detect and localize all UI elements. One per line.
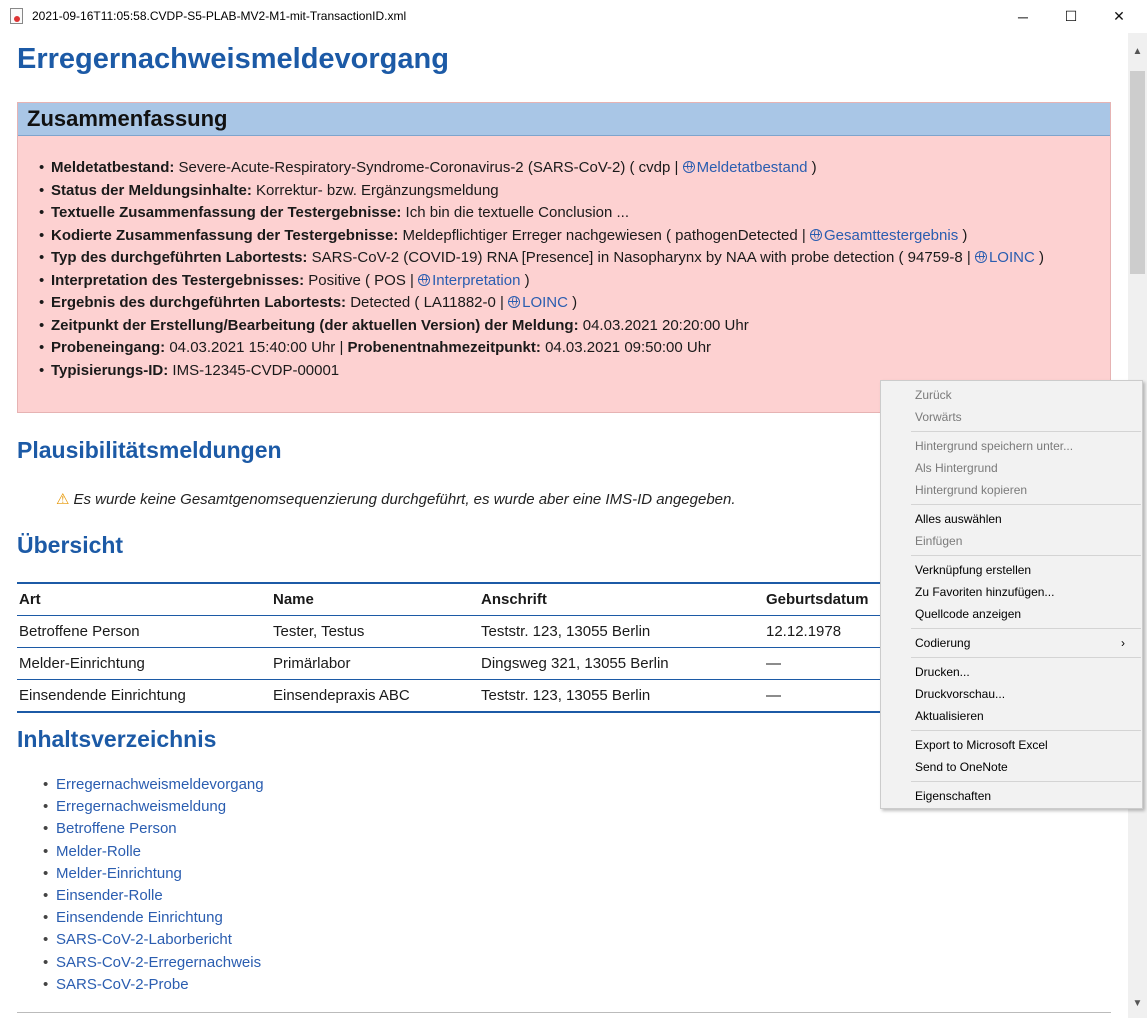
- summary-item-coded-summary: • Kodierte Zusammenfassung der Testergebnisse: Meldepflichtiger Erreger nachgewiesen ( pathogenDetected | Gesamttestergebnis ): [51, 225, 1044, 248]
- scroll-up-icon[interactable]: ▲: [1132, 46, 1143, 57]
- title-bar: [0, 0, 1147, 33]
- table-cell: Einsendende Einrichtung: [17, 680, 271, 713]
- menu-separator: [911, 781, 1141, 782]
- toc-link[interactable]: • Melder-Rolle: [56, 841, 264, 863]
- table-cell: Melder-Einrichtung: [17, 648, 271, 680]
- link-interpretation[interactable]: Interpretation: [432, 271, 521, 289]
- menu-separator: [911, 431, 1141, 432]
- menu-item-paste[interactable]: Einfügen: [915, 534, 963, 548]
- summary-item-sample-dates: • Probeneingang: 04.03.2021 15:40:00 Uhr | Probenentnahmezeitpunkt: 04.03.2021 09:50:00 Uhr: [51, 337, 1044, 360]
- toc-link[interactable]: • Betroffene Person: [56, 818, 264, 840]
- globe-icon: [508, 296, 520, 308]
- globe-icon: [810, 229, 822, 241]
- menu-item-print-preview[interactable]: Druckvorschau...: [915, 687, 1006, 701]
- window-title: 2021-09-16T11:05:58.CVDP-S5-PLAB-MV2-M1-mit-TransactionID.xml: [32, 9, 407, 23]
- scroll-down-icon[interactable]: ▼: [1132, 998, 1143, 1009]
- menu-item-encoding[interactable]: Codierung ›: [915, 632, 1135, 654]
- summary-item-meldetatbestand: • Meldetatbestand: Severe-Acute-Respiratory-Syndrome-Coronavirus-2 (SARS-CoV-2) ( cvdp | Meldetatbestand ): [51, 157, 1044, 180]
- close-button[interactable]: ✕: [1113, 8, 1125, 24]
- summary-item-status: • Status der Meldungsinhalte: Korrektur- bzw. Ergänzungsmeldung: [51, 180, 1044, 203]
- maximize-button[interactable]: ☐: [1064, 8, 1078, 24]
- toc-heading: Inhaltsverzeichnis: [17, 726, 217, 752]
- menu-item-view-source[interactable]: Quellcode anzeigen: [915, 607, 1022, 621]
- minimize-button[interactable]: ─: [1018, 8, 1028, 25]
- globe-icon: [683, 161, 695, 173]
- menu-item-create-shortcut[interactable]: Verknüpfung erstellen: [915, 563, 1032, 577]
- menu-item-add-favorite[interactable]: Zu Favoriten hinzufügen...: [915, 585, 1055, 599]
- link-loinc-test[interactable]: LOINC: [988, 249, 1035, 266]
- divider: [17, 1012, 1111, 1013]
- menu-item-save-background[interactable]: Hintergrund speichern unter...: [915, 439, 1074, 453]
- menu-separator: [911, 504, 1141, 505]
- summary-item-textual-summary: • Textuelle Zusammenfassung der Testergebnisse: Ich bin die textuelle Conclusion ...: [51, 202, 1044, 225]
- toc-link[interactable]: • SARS-CoV-2-Probe: [56, 974, 264, 996]
- menu-separator: [911, 555, 1141, 556]
- menu-item-select-all[interactable]: Alles auswählen: [915, 512, 1002, 526]
- menu-separator: [911, 657, 1141, 658]
- column-header: Anschrift: [479, 583, 764, 616]
- menu-item-send-onenote[interactable]: Send to OneNote: [915, 760, 1008, 774]
- menu-item-export-excel[interactable]: Export to Microsoft Excel: [915, 738, 1048, 752]
- table-cell: Einsendepraxis ABC: [271, 680, 479, 713]
- table-cell: Tester, Testus: [271, 616, 479, 648]
- toc-link[interactable]: • Einsendende Einrichtung: [56, 907, 264, 929]
- summary-panel: [17, 102, 1111, 413]
- menu-item-properties[interactable]: Eigenschaften: [915, 789, 992, 803]
- menu-item-copy-background[interactable]: Hintergrund kopieren: [915, 483, 1028, 497]
- summary-item-typing-id: • Typisierungs-ID: IMS-12345-CVDP-00001: [51, 360, 1044, 383]
- column-header: Geburtsdatum: [764, 583, 1111, 616]
- toc-link[interactable]: • Melder-Einrichtung: [56, 863, 264, 885]
- globe-icon: [418, 274, 430, 286]
- toc-list: [56, 774, 264, 996]
- link-meldetatbestand[interactable]: Meldetatbestand: [696, 159, 808, 176]
- menu-separator: [911, 730, 1141, 731]
- overview-heading: Übersicht: [17, 532, 124, 558]
- toc-link[interactable]: • SARS-CoV-2-Laborbericht: [56, 929, 264, 951]
- column-header: Art: [17, 583, 271, 616]
- menu-item-refresh[interactable]: Aktualisieren: [915, 709, 984, 723]
- table-cell: Teststr. 123, 13055 Berlin: [479, 616, 764, 648]
- toc-link[interactable]: • Erregernachweismeldevorgang: [56, 774, 264, 796]
- chevron-right-icon: ›: [1121, 636, 1125, 650]
- plausibility-warning: ⚠ Es wurde keine Gesamtgenomsequenzierung durchgeführt, es wurde aber eine IMS-ID angegeben.: [56, 491, 736, 508]
- globe-icon: [975, 251, 987, 263]
- menu-item-back[interactable]: Zurück: [915, 388, 952, 402]
- table-cell: Teststr. 123, 13055 Berlin: [479, 680, 764, 713]
- plausibility-heading: Plausibilitätsmeldungen: [17, 437, 282, 463]
- table-cell: 12.12.1978: [764, 616, 1111, 648]
- summary-heading: Zusammenfassung: [18, 103, 1110, 136]
- table-cell: Dingsweg 321, 13055 Berlin: [479, 648, 764, 680]
- page-title: Erregernachweismeldevorgang: [17, 43, 449, 75]
- menu-separator: [911, 628, 1141, 629]
- table-cell: Betroffene Person: [17, 616, 271, 648]
- warning-icon: ⚠: [56, 491, 70, 508]
- context-menu: [880, 380, 1143, 809]
- summary-item-test-type: • Typ des durchgeführten Labortests: SARS-CoV-2 (COVID-19) RNA [Presence] in Nasopharynx by NAA with probe detection ( 94759-8 | LOINC ): [51, 247, 1044, 270]
- summary-item-interpretation: • Interpretation des Testergebnisses: Positive ( POS | Interpretation ): [51, 270, 1044, 293]
- summary-list: [51, 157, 1044, 382]
- table-cell: Primärlabor: [271, 648, 479, 680]
- link-loinc-result[interactable]: LOINC: [522, 294, 568, 311]
- column-header: Name: [271, 583, 479, 616]
- menu-item-forward[interactable]: Vorwärts: [915, 410, 962, 424]
- table-cell: —: [764, 648, 1111, 680]
- table-cell: —: [764, 680, 1111, 713]
- summary-item-timestamp: • Zeitpunkt der Erstellung/Bearbeitung (der aktuellen Version) der Meldung: 04.03.2021 20:20:00 Uhr: [51, 315, 1044, 338]
- toc-link[interactable]: • Erregernachweismeldung: [56, 796, 264, 818]
- toc-link[interactable]: • Einsender-Rolle: [56, 885, 264, 907]
- link-gesamttestergebnis[interactable]: Gesamttestergebnis: [823, 226, 959, 244]
- scrollbar-thumb[interactable]: [1130, 71, 1145, 274]
- xml-file-icon: [10, 8, 23, 24]
- menu-item-set-background[interactable]: Als Hintergrund: [915, 461, 998, 475]
- menu-item-print[interactable]: Drucken...: [915, 665, 970, 679]
- summary-item-result: • Ergebnis des durchgeführten Labortests: Detected ( LA11882-0 | LOINC ): [51, 292, 1044, 315]
- toc-link[interactable]: • SARS-CoV-2-Erregernachweis: [56, 952, 264, 974]
